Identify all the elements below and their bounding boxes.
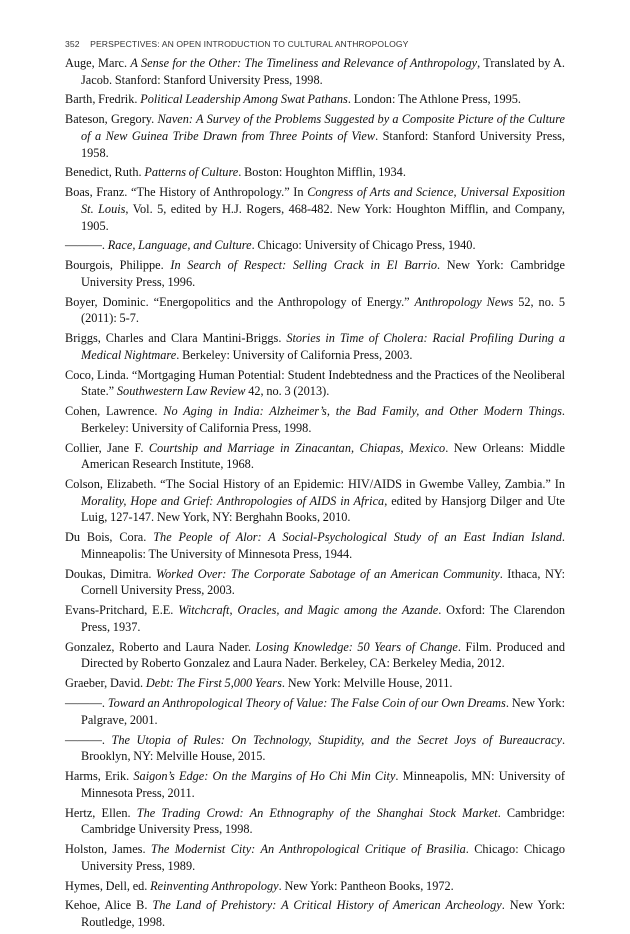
reference-entry — [65, 805, 565, 838]
reference-author: Coco, Linda. “Mortgaging Human Potential: Student Indebtedness and the Practices of the Neoliberal State.” — [65, 367, 565, 399]
reference-author: Barth, Fredrik. — [65, 92, 141, 107]
reference-author: Harms, Erik. — [65, 769, 134, 784]
reference-author: Graeber, David. — [65, 676, 146, 691]
reference-entry — [65, 184, 565, 234]
reference-title: Courtship and Marriage in Zinacantan, Chiapas, Mexico — [148, 440, 446, 455]
reference-title: Race, Language, and Culture — [107, 238, 252, 253]
reference-author: Cohen, Lawrence. — [65, 404, 164, 419]
reference-title: Reinventing Anthropology — [150, 878, 279, 893]
reference-author: Briggs, Charles and Clara Mantini-Briggs. — [65, 331, 287, 346]
reference-entry — [65, 330, 565, 363]
reference-author: Auge, Marc. — [65, 56, 131, 70]
reference-entry — [65, 164, 565, 181]
reference-entry — [65, 529, 565, 562]
reference-title: No Aging in India: Alzheimer’s, the Bad Family, and Other Modern Things — [163, 404, 562, 419]
reference-title: Political Leadership Among Swat Pathans — [140, 92, 348, 107]
reference-title: Southwestern Law Review — [116, 384, 246, 399]
reference-title: Congress of Arts and Science, Universal Exposition St. Louis — [81, 185, 565, 216]
reference-author: ———. — [65, 732, 112, 747]
reference-title: The Modernist City: An Anthropological Critique of Brasilia — [150, 842, 466, 857]
reference-title: Naven: A Survey of the Problems Suggested by a Composite Picture of the Culture of a New Guinea Tribe Drawn from Three Points of View — [81, 112, 565, 143]
reference-details: . New York: Cambridge University Press, 1996. — [81, 258, 565, 289]
reference-title: Toward an Anthropological Theory of Value: The False Coin of our Own Dreams — [107, 696, 506, 711]
reference-entry — [65, 257, 565, 290]
reference-title: The Land of Prehistory: A Critical History of American Archeology — [152, 898, 502, 913]
reference-entry — [65, 566, 565, 599]
reference-author: Boas, Franz. “The History of Anthropology.” In — [65, 185, 308, 200]
reference-details: . Boston: Houghton Mifflin, 1934. — [238, 165, 406, 180]
reference-entry — [65, 695, 565, 728]
reference-details: . Minneapolis, MN: University of Minnesota Press, 2011. — [81, 769, 566, 800]
reference-details: . Chicago: Chicago University Press, 1989. — [81, 842, 565, 873]
reference-author: Collier, Jane F. — [65, 440, 149, 455]
reference-title: Worked Over: The Corporate Sabotage of an American Community — [156, 566, 500, 581]
reference-details: . Stanford: Stanford University Press, 1958. — [81, 128, 565, 160]
reference-entry — [65, 91, 565, 108]
reference-title: A Sense for the Other: The Timeliness and Relevance of Anthropology — [130, 56, 478, 70]
reference-entry — [65, 367, 565, 400]
reference-author: Boyer, Dominic. “Energopolitics and the Anthropology of Energy.” — [65, 294, 415, 309]
reference-entry — [65, 294, 565, 327]
reference-author: Evans-Pritchard, E.E. — [65, 603, 179, 618]
reference-details: . Ithaca, NY: Cornell University Press, 2003. — [81, 566, 566, 598]
running-title: PERSPECTIVES: AN OPEN INTRODUCTION TO CULTURAL ANTHROPOLOGY — [90, 39, 409, 49]
reference-entry — [65, 602, 565, 635]
reference-title: Witchcraft, Oracles, and Magic among the Azande — [178, 603, 439, 618]
page-number: 352 — [65, 39, 80, 49]
reference-entry — [65, 878, 565, 895]
reference-author: Hymes, Dell, ed. — [65, 878, 151, 893]
reference-title: Debt: The First 5,000 Years — [145, 676, 282, 691]
reference-author: Hertz, Ellen. — [65, 805, 137, 820]
reference-author: Gonzalez, Roberto and Laura Nader. — [65, 639, 256, 654]
reference-details: . Chicago: University of Chicago Press, 1940. — [251, 238, 476, 253]
reference-details: . New Orleans: Middle American Research Institute, 1968. — [81, 440, 566, 472]
reference-details: . Film. Produced and Directed by Roberto Gonzalez and Laura Nader. Berkeley, CA: Berkeley Media, 2012. — [81, 639, 565, 671]
reference-details: . New York: Palgrave, 2001. — [81, 696, 565, 727]
reference-details: , edited by Hansjorg Dilger and Ute Luig, 127-147. New York, NY: Berghahn Books, 2010. — [81, 493, 565, 525]
reference-details: . Cambridge: Cambridge University Press, 1998. — [81, 805, 565, 837]
reference-details: . Brooklyn, NY: Melville House, 2015. — [81, 732, 566, 764]
reference-entry — [65, 403, 565, 436]
reference-entry — [65, 440, 565, 473]
reference-author: Benedict, Ruth. — [65, 165, 145, 180]
reference-author: Bateson, Gregory. — [65, 112, 158, 127]
reference-title: In Search of Respect: Selling Crack in El Barrio — [170, 258, 438, 273]
running-header — [65, 39, 409, 49]
reference-details: , Vol. 5, edited by H.J. Rogers, 468-482. New York: Houghton Mifflin, and Company, 1905. — [81, 201, 565, 233]
reference-author: ———. — [65, 696, 108, 711]
reference-author: ———. — [65, 238, 108, 253]
reference-title: The Trading Crowd: An Ethnography of the Shanghai Stock Market — [136, 805, 498, 820]
reference-title: Morality, Hope and Grief: Anthropologies of AIDS in Africa — [81, 493, 385, 508]
reference-entry — [65, 476, 565, 526]
reference-details: . London: The Athlone Press, 1995. — [347, 92, 521, 107]
reference-details: . Berkeley: University of California Press, 1998. — [81, 404, 565, 435]
reference-author: Doukas, Dimitra. — [65, 566, 157, 581]
reference-entry — [65, 639, 565, 672]
reference-details: . New York: Melville House, 2011. — [281, 676, 453, 691]
reference-details: . Minneapolis: The University of Minnesota Press, 1944. — [81, 530, 565, 561]
reference-details: . Oxford: The Clarendon Press, 1937. — [81, 603, 566, 634]
reference-title: Saigon’s Edge: On the Margins of Ho Chi Min City — [133, 769, 396, 784]
reference-title: Losing Knowledge: 50 Years of Change — [255, 639, 458, 654]
reference-entry — [65, 675, 565, 692]
reference-details: . New York: Routledge, 1998. — [81, 898, 566, 930]
reference-author: Du Bois, Cora. — [65, 530, 154, 545]
reference-title: Anthropology News — [414, 294, 514, 309]
reference-author: Kehoe, Alice B. — [65, 898, 153, 913]
reference-entry — [65, 768, 565, 801]
references-list — [65, 55, 565, 934]
reference-details: , Translated by A. Jacob. Stanford: Stanford University Press, 1998. — [81, 56, 565, 87]
reference-entry — [65, 237, 565, 254]
reference-title: The Utopia of Rules: On Technology, Stupidity, and the Secret Joys of Bureaucracy — [111, 732, 562, 747]
reference-details: . New York: Pantheon Books, 1972. — [278, 878, 454, 893]
reference-entry — [65, 841, 565, 874]
reference-entry — [65, 111, 565, 161]
reference-entry — [65, 897, 565, 930]
reference-details: . Berkeley: University of California Press, 2003. — [176, 347, 413, 362]
reference-author: Colson, Elizabeth. “The Social History of an Epidemic: HIV/AIDS in Gwembe Valley, Zambia.” In — [65, 477, 565, 492]
reference-details: 42, no. 3 (2013). — [245, 384, 330, 399]
reference-entry — [65, 732, 565, 765]
reference-title: The People of Alor: A Social-Psychological Study of an East Indian Island — [153, 530, 562, 545]
reference-details: 52, no. 5 (2011): 5-7. — [81, 294, 566, 326]
reference-author: Holston, James. — [65, 842, 151, 857]
reference-author: Bourgois, Philippe. — [65, 258, 171, 273]
reference-title: Patterns of Culture — [144, 165, 239, 180]
reference-title: Stories in Time of Cholera: Racial Profiling During a Medical Nightmare — [81, 331, 565, 362]
reference-entry — [65, 55, 565, 88]
